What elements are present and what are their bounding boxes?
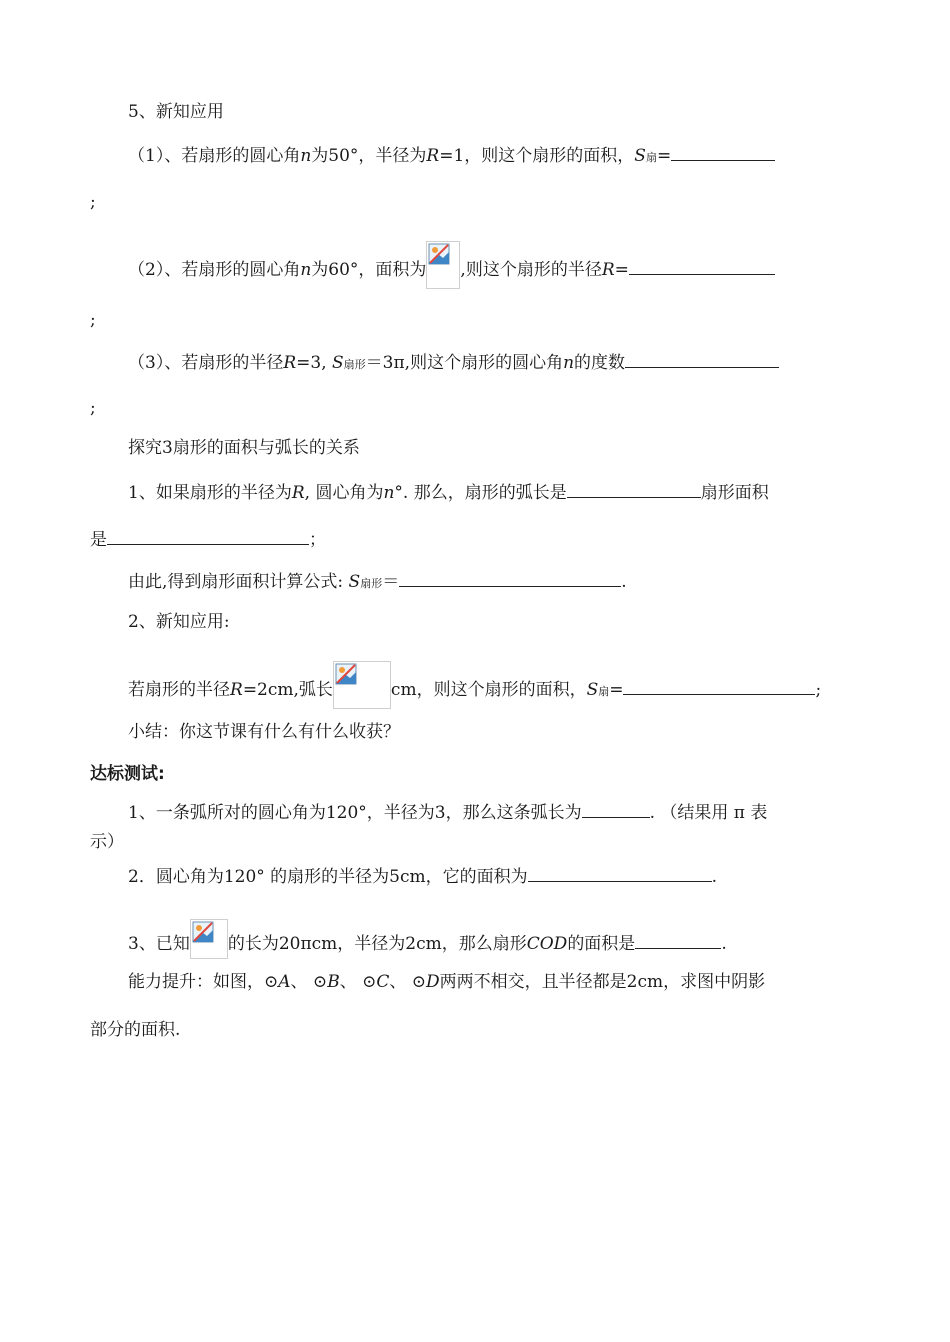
- question-1: （1）、若扇形的圆心角n为50°，半径为R=1，则这个扇形的面积，S扇=: [128, 143, 775, 169]
- test-3-blank[interactable]: [635, 931, 721, 949]
- question-1-tail: ;: [90, 192, 96, 212]
- test-3: 3、已知 的长为20πcm，半径为2cm，那么扇形COD的面积是 .: [128, 919, 727, 959]
- question-3-tail: ;: [90, 398, 96, 418]
- formula-blank[interactable]: [399, 569, 621, 587]
- question-2: （2）、若扇形的圆心角n为60°，面积为 ,则这个扇形的半径R=: [128, 241, 775, 289]
- test-2-blank[interactable]: [528, 864, 712, 882]
- area-blank[interactable]: [623, 677, 815, 695]
- ability-line-1: 能力提升：如图，⊙A、 ⊙B、 ⊙C、 ⊙D两两不相交，且半径都是2cm，求图中阴影: [128, 972, 766, 992]
- test-1-blank[interactable]: [582, 800, 650, 818]
- question-2-tail: ;: [90, 310, 96, 330]
- test-heading: 达标测试:: [90, 764, 165, 784]
- answer-blank-2[interactable]: [629, 257, 775, 275]
- broken-image-icon: [426, 241, 460, 289]
- new-knowledge-2: 2、新知应用:: [128, 612, 230, 632]
- explore-3-p1: 1、如果扇形的半径为R, 圆心角为n°. 那么，扇形的弧长是 扇形面积: [128, 480, 769, 504]
- section-5-title: 5、新知应用: [128, 102, 224, 122]
- summary: 小结：你这节课有什么有什么收获？: [128, 722, 400, 742]
- question-3: （3）、若扇形的半径R=3, S扇形＝3π,则这个扇形的圆心角n的度数: [128, 350, 779, 376]
- test-2: 2．圆心角为120° 的扇形的半径为5cm，它的面积为 .: [128, 864, 717, 888]
- answer-blank-1[interactable]: [671, 143, 775, 161]
- ability-line-2: 部分的面积.: [90, 1020, 181, 1040]
- formula-line: 由此,得到扇形面积计算公式: S扇形＝ .: [128, 569, 627, 595]
- answer-blank-3[interactable]: [625, 350, 779, 368]
- arc-length-blank[interactable]: [567, 480, 701, 498]
- explore-3-p3: 若扇形的半径R=2cm,弧长 cm，则这个扇形的面积，S扇= ;: [128, 661, 821, 709]
- test-1-cont: 示）: [90, 832, 124, 852]
- broken-image-icon: [190, 919, 228, 959]
- explore-3-p1-cont: 是 ；: [90, 527, 326, 551]
- broken-image-icon: [333, 661, 391, 709]
- sector-area-blank[interactable]: [107, 527, 309, 545]
- test-1: 1、一条弧所对的圆心角为120°，半径为3，那么这条弧长为 . （结果用 π 表: [128, 800, 767, 824]
- explore-3-title: 探究3扇形的面积与弧长的关系: [128, 438, 360, 458]
